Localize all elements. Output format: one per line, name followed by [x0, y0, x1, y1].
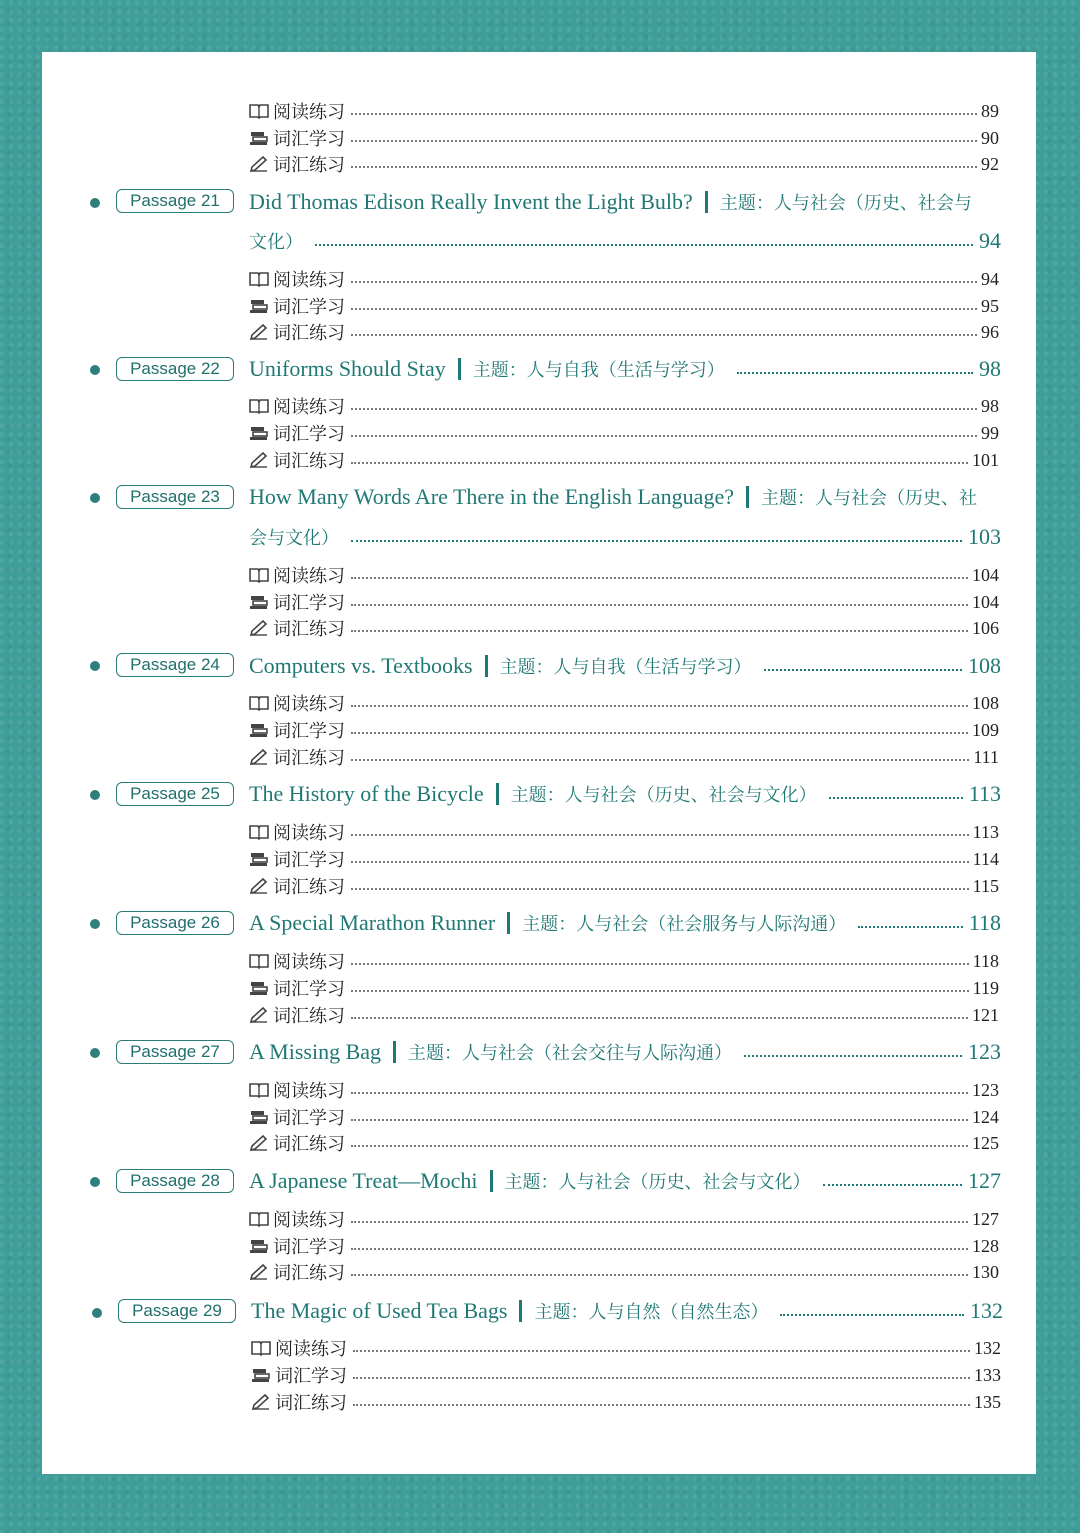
book-icon [249, 823, 269, 841]
books-icon [249, 721, 269, 739]
leader-dots [351, 759, 969, 761]
passage-theme: 主题：人与社会（历史、社会与 [719, 193, 972, 214]
sub-label: 词汇学习 [273, 979, 345, 1000]
page-number: 101 [972, 449, 999, 470]
book-icon [249, 694, 269, 712]
toc-entry[interactable] [249, 1164, 1001, 1198]
toc-entry[interactable] [249, 777, 1001, 811]
separator [393, 1041, 396, 1063]
sub-label: 词汇学习 [273, 424, 345, 445]
toc-entry[interactable] [251, 1294, 1003, 1328]
toc-sub-row[interactable] [249, 1233, 999, 1259]
page-number: 133 [974, 1364, 1001, 1385]
sub-label: 词汇练习 [273, 748, 345, 769]
toc-sub-row[interactable] [249, 151, 999, 177]
sub-label: 词汇练习 [273, 1263, 345, 1284]
toc-sub-row[interactable] [249, 717, 999, 743]
sub-label: 词汇学习 [273, 1108, 345, 1129]
passage-theme: 主题：人与自我（生活与学习） [499, 657, 752, 678]
book-icon [249, 270, 269, 288]
page-number: 104 [972, 564, 999, 585]
leader-dots [351, 1092, 968, 1094]
toc-sub-row[interactable] [249, 1259, 999, 1285]
leader-dots [351, 408, 977, 410]
leader-dots [351, 963, 969, 965]
sub-label: 词汇学习 [273, 721, 345, 742]
separator [485, 655, 488, 677]
passage-badge: Passage 23 [116, 485, 234, 509]
leader-dots [764, 669, 962, 671]
sub-label: 词汇练习 [275, 1393, 347, 1414]
page-number: 99 [981, 422, 999, 443]
book-icon [249, 566, 269, 584]
bullet [90, 198, 100, 208]
leader-dots [351, 604, 968, 606]
sub-label: 阅读练习 [273, 270, 345, 291]
page-number: 106 [972, 617, 999, 638]
page-number: 123 [968, 1039, 1001, 1064]
books-icon [249, 1108, 269, 1126]
leader-dots [737, 372, 973, 374]
separator [490, 1170, 493, 1192]
separator [519, 1300, 522, 1322]
book-icon [251, 1339, 271, 1357]
toc-sub-row[interactable] [249, 98, 999, 124]
pencil-icon [249, 619, 269, 637]
toc-entry[interactable] [249, 480, 1001, 514]
separator [496, 783, 499, 805]
bullet [90, 493, 100, 503]
passage-theme-cont: 会与文化） [249, 528, 339, 549]
pencil-icon [249, 451, 269, 469]
pencil-icon [249, 323, 269, 341]
page-number: 115 [972, 875, 999, 896]
toc-sub-row[interactable] [249, 1104, 999, 1130]
books-icon [249, 593, 269, 611]
toc-sub-row[interactable] [249, 819, 999, 845]
page-number: 119 [972, 977, 999, 998]
page-number: 104 [972, 591, 999, 612]
page-number: 125 [972, 1132, 999, 1153]
passage-theme: 主题：人与自我（生活与学习） [472, 360, 725, 381]
sub-label: 阅读练习 [275, 1339, 347, 1360]
separator [705, 191, 708, 213]
leader-dots [351, 1145, 968, 1147]
leader-dots [351, 1248, 968, 1250]
toc-sub-row[interactable] [249, 319, 999, 345]
passage-badge: Passage 29 [118, 1299, 236, 1323]
page-number: 90 [981, 127, 999, 148]
sub-label: 词汇练习 [273, 1134, 345, 1155]
passage-title: How Many Words Are There in the English Language? [249, 484, 734, 509]
page-number: 128 [972, 1235, 999, 1256]
bullet [92, 1308, 102, 1318]
pencil-icon [249, 877, 269, 895]
passage-badge: Passage 22 [116, 357, 234, 381]
books-icon [249, 297, 269, 315]
page-number: 132 [974, 1337, 1001, 1358]
leader-dots [351, 113, 977, 115]
leader-dots [351, 1221, 968, 1223]
toc-sub-row[interactable] [249, 1077, 999, 1103]
leader-dots [351, 705, 968, 707]
toc-sub-row[interactable] [249, 873, 999, 899]
sub-label: 词汇练习 [273, 619, 345, 640]
leader-dots [351, 540, 962, 542]
sub-label: 词汇学习 [273, 1237, 345, 1258]
separator [746, 486, 749, 508]
passage-theme: 主题：人与社会（历史、社会与文化） [510, 785, 817, 806]
pencil-icon [249, 1006, 269, 1024]
toc-sub-row[interactable] [249, 846, 999, 872]
page-number: 121 [972, 1004, 999, 1025]
book-icon [249, 952, 269, 970]
bullet [90, 919, 100, 929]
pencil-icon [249, 748, 269, 766]
leader-dots [351, 308, 977, 310]
page-number: 103 [968, 524, 1001, 549]
toc-sub-row[interactable] [251, 1335, 1001, 1361]
passage-badge: Passage 27 [116, 1040, 234, 1064]
toc-entry[interactable] [249, 1035, 1001, 1069]
page-number: 94 [979, 228, 1001, 253]
page-number: 118 [968, 910, 1001, 935]
sub-label: 词汇练习 [273, 155, 345, 176]
sub-label: 词汇练习 [273, 323, 345, 344]
page-number: 111 [973, 746, 999, 767]
leader-dots [823, 1184, 962, 1186]
page-number: 96 [981, 321, 999, 342]
toc-sub-row[interactable] [249, 562, 999, 588]
bullet [90, 1177, 100, 1187]
passage-title: Did Thomas Edison Really Invent the Light Bulb? [249, 189, 693, 214]
passage-title: A Special Marathon Runner [249, 910, 496, 935]
leader-dots [351, 577, 968, 579]
leader-dots [351, 140, 977, 142]
pencil-icon [251, 1393, 271, 1411]
toc-entry[interactable] [249, 649, 1001, 683]
separator [507, 912, 510, 934]
leader-dots [353, 1377, 970, 1379]
leader-dots [351, 861, 969, 863]
passage-theme: 主题：人与社会（社会服务与人际沟通） [522, 914, 847, 935]
passage-badge: Passage 25 [116, 782, 234, 806]
passage-badge: Passage 26 [116, 911, 234, 935]
passage-theme: 主题：人与社会（历史、社会与文化） [504, 1172, 811, 1193]
leader-dots [351, 334, 977, 336]
leader-dots [353, 1404, 970, 1406]
sub-label: 词汇学习 [273, 297, 345, 318]
bullet [90, 790, 100, 800]
book-icon [249, 397, 269, 415]
separator [458, 358, 461, 380]
passage-title: A Japanese Treat—Mochi [249, 1168, 478, 1193]
passage-title: The Magic of Used Tea Bags [251, 1298, 508, 1323]
toc-sub-row[interactable] [249, 293, 999, 319]
leader-dots [351, 1119, 968, 1121]
leader-dots [744, 1055, 962, 1057]
passage-theme: 主题：人与自然（自然生态） [534, 1302, 769, 1323]
books-icon [249, 129, 269, 147]
page-number: 127 [968, 1168, 1001, 1193]
toc-entry[interactable] [249, 352, 1001, 386]
page-number: 135 [974, 1391, 1001, 1412]
bullet [90, 365, 100, 375]
toc-sub-row[interactable] [249, 589, 999, 615]
toc-sub-row[interactable] [249, 1002, 999, 1028]
page-number: 114 [972, 848, 999, 869]
books-icon [249, 424, 269, 442]
page-number: 89 [981, 100, 999, 121]
page-number: 98 [979, 356, 1001, 381]
leader-dots [351, 166, 977, 168]
leader-dots [351, 1274, 968, 1276]
sub-label: 阅读练习 [273, 1081, 345, 1102]
leader-dots [829, 797, 963, 799]
toc-entry-cont[interactable] [249, 520, 1001, 554]
passage-theme: 主题：人与社会（历史、社 [760, 488, 977, 509]
leader-dots [315, 244, 973, 246]
toc-sub-row[interactable] [249, 1130, 999, 1156]
passage-title: Computers vs. Textbooks [249, 653, 473, 678]
sub-label: 阅读练习 [273, 823, 345, 844]
sub-label: 阅读练习 [273, 1210, 345, 1231]
passage-title: Uniforms Should Stay [249, 356, 446, 381]
leader-dots [351, 435, 977, 437]
toc-entry-cont[interactable] [249, 224, 1001, 258]
leader-dots [858, 926, 963, 928]
page-number: 98 [981, 395, 999, 416]
page-number: 123 [972, 1079, 999, 1100]
sub-label: 词汇练习 [273, 877, 345, 898]
leader-dots [780, 1314, 964, 1316]
page-number: 127 [972, 1208, 999, 1229]
leader-dots [351, 281, 977, 283]
page-number: 132 [970, 1298, 1003, 1323]
leader-dots [351, 630, 968, 632]
toc-sub-row[interactable] [249, 125, 999, 151]
leader-dots [353, 1350, 970, 1352]
sub-label: 词汇学习 [273, 593, 345, 614]
toc-sub-row[interactable] [249, 744, 999, 770]
passage-title: The History of the Bicycle [249, 781, 484, 806]
toc-sub-row[interactable] [249, 393, 999, 419]
page-number: 92 [981, 153, 999, 174]
toc-sub-row[interactable] [249, 948, 999, 974]
sub-label: 阅读练习 [273, 102, 345, 123]
toc-sub-row[interactable] [249, 420, 999, 446]
leader-dots [351, 990, 969, 992]
toc-entry[interactable] [249, 906, 1001, 940]
toc-sub-row[interactable] [249, 266, 999, 292]
bullet [90, 1048, 100, 1058]
page-number: 118 [972, 950, 999, 971]
toc-sub-row[interactable] [249, 615, 999, 641]
books-icon [251, 1366, 271, 1384]
leader-dots [351, 462, 968, 464]
toc-sub-row[interactable] [251, 1362, 1001, 1388]
page-number: 108 [972, 692, 999, 713]
leader-dots [351, 834, 969, 836]
books-icon [249, 979, 269, 997]
sub-label: 阅读练习 [273, 397, 345, 418]
books-icon [249, 850, 269, 868]
passage-badge: Passage 24 [116, 653, 234, 677]
page-number: 124 [972, 1106, 999, 1127]
pencil-icon [249, 155, 269, 173]
books-icon [249, 1237, 269, 1255]
passage-badge: Passage 28 [116, 1169, 234, 1193]
pencil-icon [249, 1263, 269, 1281]
leader-dots [351, 1017, 968, 1019]
page-number: 95 [981, 295, 999, 316]
passage-theme-cont: 文化） [249, 232, 303, 253]
passage-badge: Passage 21 [116, 189, 234, 213]
bullet [90, 661, 100, 671]
page-sheet [42, 52, 1036, 1474]
page-number: 113 [972, 821, 999, 842]
page-number: 94 [981, 268, 999, 289]
page-number: 113 [968, 781, 1001, 806]
passage-title: A Missing Bag [249, 1039, 382, 1064]
leader-dots [351, 732, 968, 734]
sub-label: 词汇练习 [273, 1006, 345, 1027]
pencil-icon [249, 1134, 269, 1152]
toc-sub-row[interactable] [249, 447, 999, 473]
toc-sub-row[interactable] [249, 1206, 999, 1232]
toc-entry[interactable] [249, 185, 1001, 219]
book-icon [249, 1081, 269, 1099]
page-number: 130 [972, 1261, 999, 1282]
page-number: 109 [972, 719, 999, 740]
sub-label: 阅读练习 [273, 952, 345, 973]
toc-sub-row[interactable] [249, 975, 999, 1001]
leader-dots [351, 888, 969, 890]
sub-label: 词汇练习 [273, 451, 345, 472]
page-number: 108 [968, 653, 1001, 678]
book-icon [249, 1210, 269, 1228]
sub-label: 词汇学习 [275, 1366, 347, 1387]
sub-label: 词汇学习 [273, 129, 345, 150]
toc-sub-row[interactable] [251, 1389, 1001, 1415]
book-icon [249, 102, 269, 120]
toc-sub-row[interactable] [249, 690, 999, 716]
sub-label: 阅读练习 [273, 566, 345, 587]
passage-theme: 主题：人与社会（社会交往与人际沟通） [408, 1043, 733, 1064]
sub-label: 词汇学习 [273, 850, 345, 871]
sub-label: 阅读练习 [273, 694, 345, 715]
